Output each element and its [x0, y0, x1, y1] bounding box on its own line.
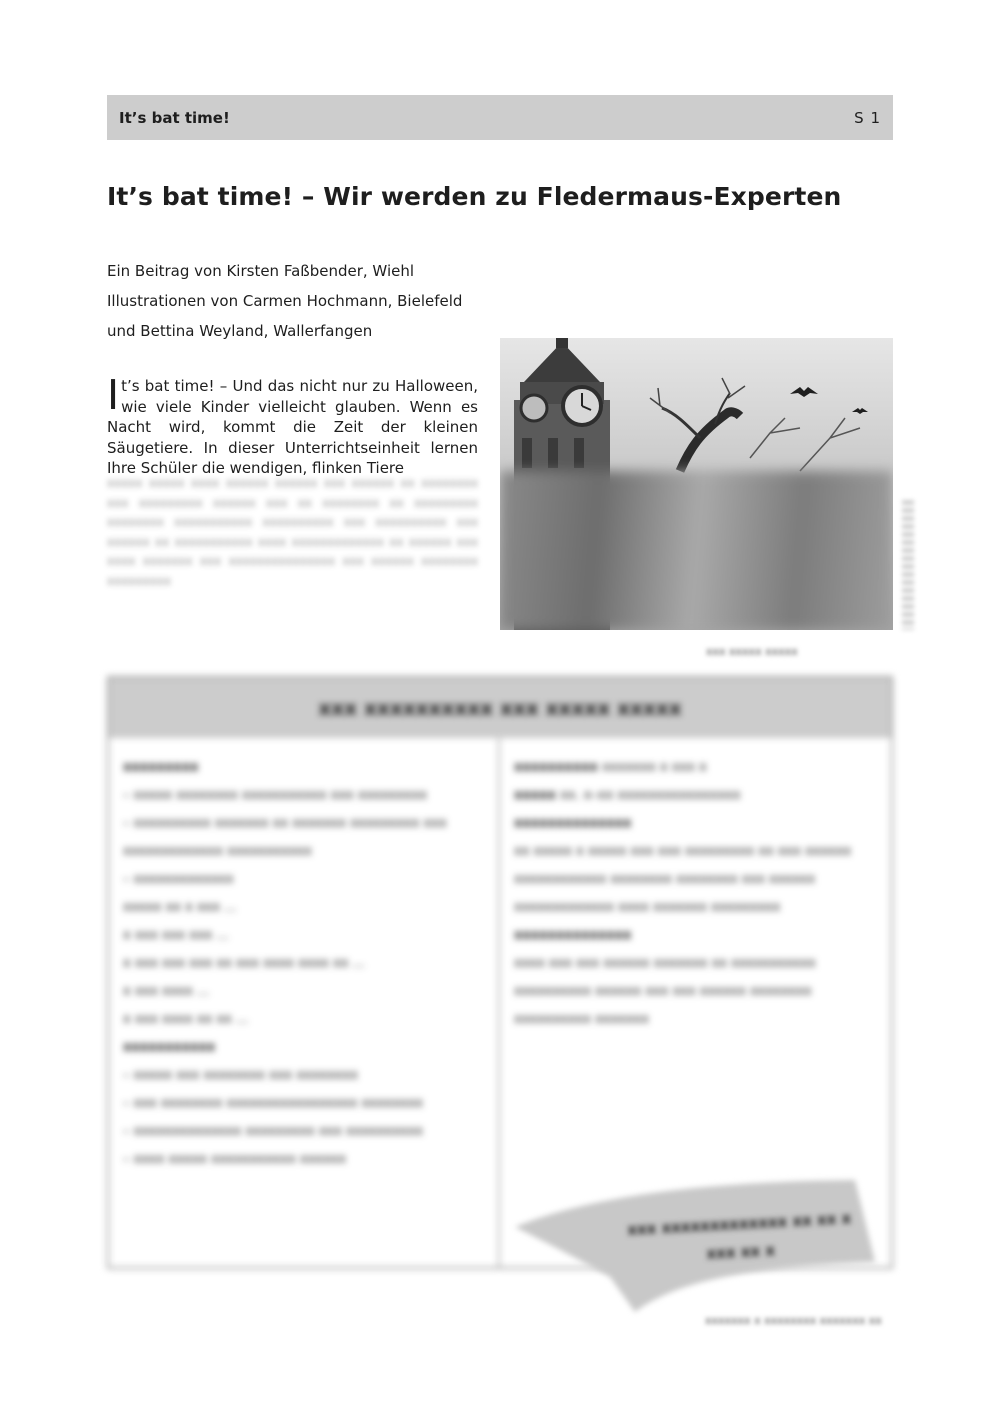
- photo-caption-blurred: xxx xxxxx xxxxx: [706, 645, 798, 658]
- page-title: It’s bat time! – Wir werden zu Fledermaus-Experten: [107, 182, 842, 211]
- photo-credit-vertical: [902, 500, 914, 630]
- drop-cap: I: [107, 371, 120, 419]
- info-column-right: xxxxxxxxxx xxxxxxx x xxx x xxxxx xx. x–xx xxxxxxxxxxxxxxxx xxxxxxxxxxxxxx xx xxxxx x xxxxx xxx xxx xxxxxxxxx xx xxx xxxxxx xxxxxxxxxxxx xxxxxxxx xxxxxxxx xxx xxxxxx xxxxxxxxxxxxx xxxx xxxxxxx xxxxxxxxx xxxxxxxxxxxxxx xxxx xxx xxx xxxxxx xxxxxxx xx xxxxxxxxxxx xxxxxxxxxx xxxxxx xxx xxx xxxxxx xxxxxxxx xxxxxxxxxx xxxxxxx: [514, 760, 852, 1027]
- info-box-header: xxx xxxxxxxxxx xxx xxxxx xxxxx: [109, 678, 891, 738]
- header-bar: [107, 95, 893, 140]
- intro-paragraph: [107, 371, 478, 479]
- footer-blurred: xxxxxxx x xxxxxxxx xxxxxxx xx: [705, 1314, 882, 1327]
- credit-illustrator-2: und Bettina Weyland, Wallerfangen: [107, 322, 373, 340]
- credits: [107, 256, 462, 346]
- header-title: It’s bat time!: [119, 108, 230, 127]
- banner-text-blurred: xxx xxxxxxxxxxxxx xx xx x xxx xx x: [626, 1209, 852, 1263]
- intro-text: t’s bat time! – Und das nicht nur zu Halloween, wie viele Kinder vielleicht glauben. Wenn es Nacht wird, kommt die Zeit der kleinen Säugetiere. In dieser Unterrichtseinheit lernen Ihre Schüler die wendigen, flinken Tiere: [107, 377, 478, 477]
- credit-illustrator-1: Illustrationen von Carmen Hochmann, Bielefeld: [107, 292, 463, 310]
- info-column-left: xxxxxxxxx – xxxxx xxxxxxxx xxxxxxxxxxx xxx xxxxxxxxx – xxxxxxxxxx xxxxxxx xx xxxxxxx xxxxxxxxx xxx xxxxxxxxxxxxx xxxxxxxxxxx – xxxxxxxxxxxxx xxxxx xx x xxx ... x xxx xxx xxx ... x xxx xxx xxx xx xxx xxxx xxxx xx ... x xxx xxxx ... x xxx xxxx xx xx ... xxxxxxxxxxx – xxxxx xxx xxxxxxxx xxx xxxxxxxx – xxx xxxxxxxx xxxxxxxxxxxxxxxxx xxxxxxxx – xxxxxxxxxxxxxx xxxxxxxxx xxx xxxxxxxxxx – xxxx xxxxx xxxxxxxxxxx xxxxxx: [109, 738, 500, 1267]
- photo-blurred-region: [500, 471, 893, 630]
- blurred-text-continuation: xxxxx xxxxx xxxx xxxxxx xxxxxx xxx xxxxxx xx xxxxxxxx xxx xxxxxxxxx xxxxxx xxx xx xxxxxxxx xx xxxxxxxxx xxxxxxxx xxxxxxxxxxx xxxxxxxxxx xxx xxxxxxxxxx xxx xxxxxx xx xxxxxxxxxxx xxxx xxxxxxxxxxxxx xx xxxxxx xxx xxxx xxxxxxx xxx xxxxxxxxxxxxxxx xxx xxxxxx xxxxxxxx xxxxxxxxx: [107, 476, 478, 588]
- credit-author: Ein Beitrag von Kirsten Faßbender, Wiehl: [107, 262, 415, 280]
- page-number: S 1: [854, 108, 881, 127]
- big-ben-photo: [500, 338, 893, 630]
